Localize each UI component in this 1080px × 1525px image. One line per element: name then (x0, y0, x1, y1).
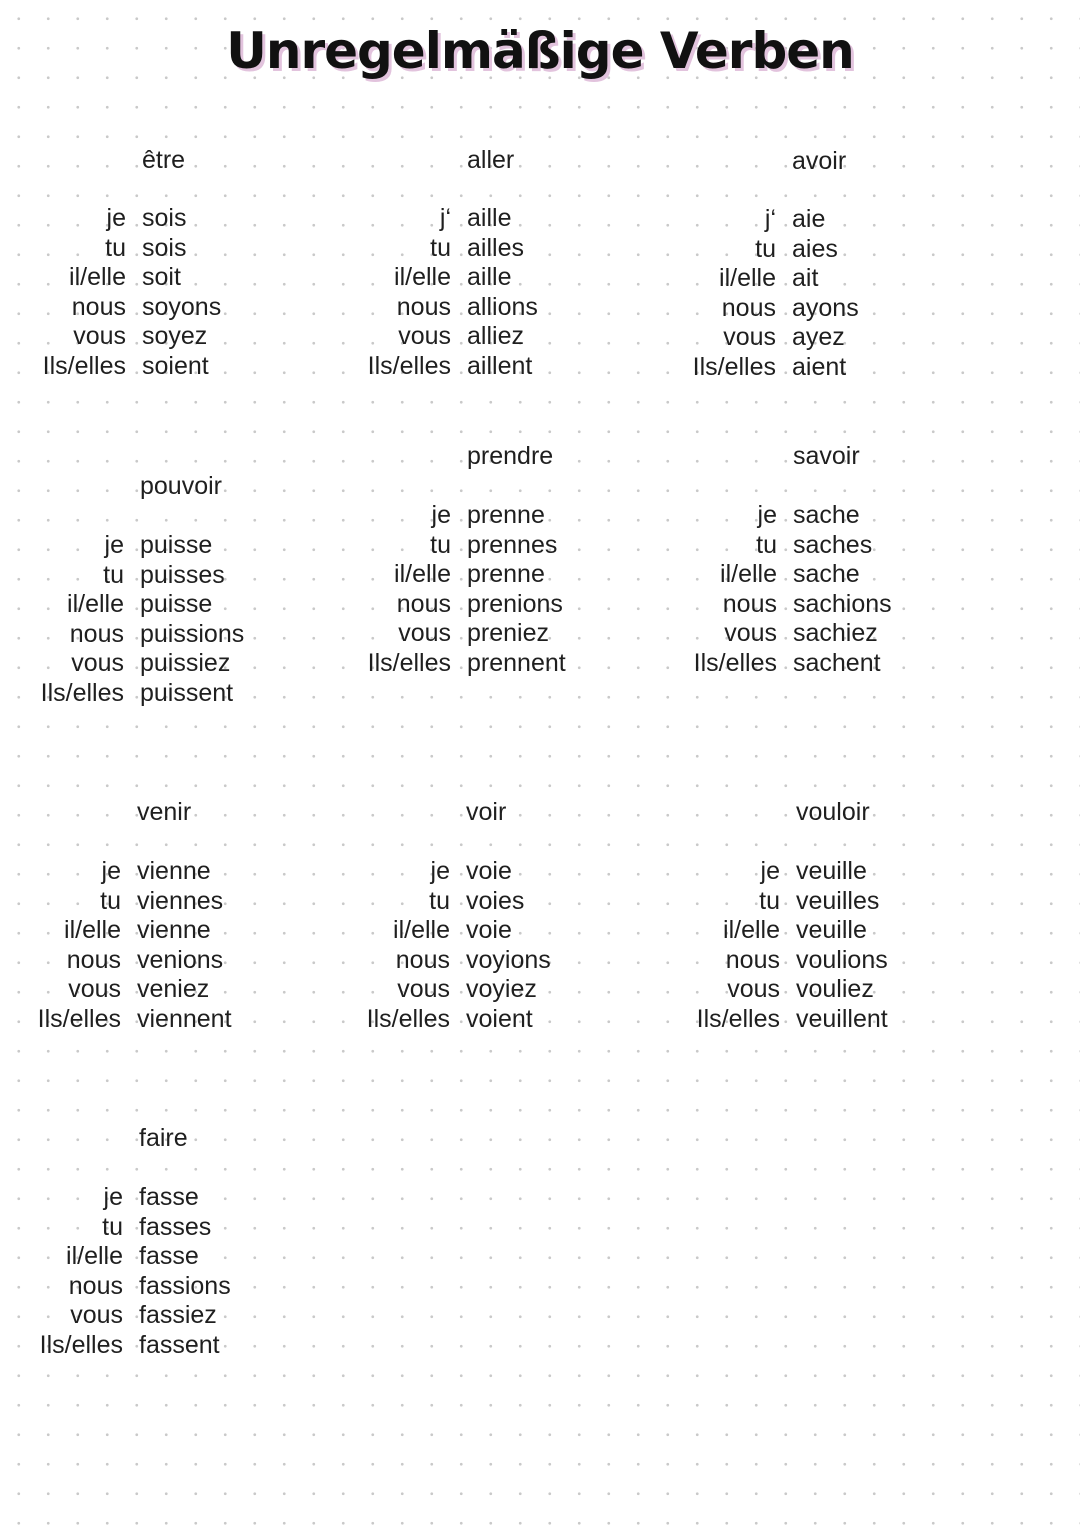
pronoun: vous (398, 322, 451, 351)
pronoun: nous (71, 292, 126, 321)
conjugation-row (0, 323, 1080, 353)
conjugation-row (0, 1213, 1080, 1243)
conjugation-row (0, 946, 1080, 976)
pronoun: Ils/elles (692, 352, 776, 381)
pronoun: vous (397, 975, 450, 1004)
pronoun: tu (100, 886, 121, 915)
pronoun: je (104, 531, 124, 559)
pronoun: vous (73, 322, 126, 351)
pronoun: tu (430, 233, 451, 262)
verb-form: viennes (137, 886, 224, 915)
verb-form: aille (467, 204, 512, 232)
conjugation-row (0, 649, 1080, 679)
pronoun: je (757, 501, 777, 529)
pronoun: il/elle (394, 263, 451, 292)
conjugation-table (0, 1183, 1080, 1361)
verb-form: voulions (796, 945, 888, 974)
conjugation-row (0, 353, 1080, 383)
verb-form: sois (142, 204, 187, 232)
verb-infinitive: venir (137, 798, 192, 826)
verb-infinitive: être (142, 146, 186, 174)
verb-form: fassent (139, 1330, 220, 1359)
verb-infinitive: pouvoir (140, 472, 222, 500)
pronoun: vous (398, 619, 451, 648)
verb-form: alliez (467, 322, 524, 351)
verb-form: voient (466, 1004, 533, 1033)
pronoun: il/elle (394, 560, 451, 589)
pronoun: tu (756, 530, 777, 559)
verb-infinitive: prendre (467, 442, 554, 470)
conjugation-row (0, 1331, 1080, 1361)
verb-form: aillent (467, 351, 533, 380)
pronoun: nous (722, 589, 777, 618)
verb-form: aille (467, 263, 512, 292)
conjugation-table (0, 501, 1080, 679)
verb-form: sachent (793, 648, 881, 677)
pronoun: Ils/elles (40, 678, 124, 707)
pronoun: nous (66, 945, 121, 974)
conjugation-row (0, 887, 1080, 917)
conjugation-row (0, 531, 1080, 561)
verb-form: prenions (467, 589, 563, 618)
verb-infinitive: aller (467, 146, 515, 174)
conjugation-row (0, 1005, 1080, 1035)
pronoun: nous (395, 945, 450, 974)
verb-form: venions (137, 945, 224, 974)
verb-form: veuille (796, 857, 867, 885)
verb-form: soyons (142, 292, 222, 321)
verb-form: saches (793, 530, 873, 559)
verb-form: puisse (140, 531, 213, 559)
conjugation-row (0, 560, 1080, 590)
pronoun: Ils/elles (37, 1004, 121, 1033)
pronoun: nous (396, 292, 451, 321)
verb-form: voyiez (466, 975, 537, 1004)
verb-form: ayez (792, 323, 845, 352)
verb-form: puissent (140, 678, 234, 707)
pronoun: vous (70, 1301, 123, 1330)
verb-form: vienne (137, 857, 211, 885)
pronoun: Ils/elles (366, 1004, 450, 1033)
pronoun: il/elle (393, 916, 450, 945)
verb-form: sache (793, 501, 860, 529)
verb-form: vienne (137, 916, 211, 945)
pronoun: j‘ (439, 204, 451, 232)
verb-infinitive: savoir (793, 442, 860, 470)
conjugation-row (0, 1183, 1080, 1213)
pronoun: vous (68, 975, 121, 1004)
pronoun: Ils/elles (693, 648, 777, 677)
verb-form: sachiez (793, 619, 878, 648)
conjugation-row (0, 679, 1080, 709)
pronoun: Ils/elles (696, 1004, 780, 1033)
pronoun: il/elle (69, 263, 126, 292)
pronoun: tu (102, 1212, 123, 1241)
pronoun: vous (727, 975, 780, 1004)
verb-form: viennent (137, 1004, 232, 1033)
verb-form: sachions (793, 589, 892, 618)
verb-form: fasse (139, 1183, 199, 1211)
conjugation-row (0, 590, 1080, 620)
verb-form: fassiez (139, 1301, 217, 1330)
conjugation-row (0, 857, 1080, 887)
pronoun: il/elle (66, 1242, 123, 1271)
verb-infinitive: avoir (792, 147, 847, 175)
verb-infinitive: voir (466, 798, 507, 826)
verb-form: sois (142, 233, 187, 262)
verb-form: prennes (467, 530, 558, 559)
verb-form: vouliez (796, 975, 874, 1004)
pronoun: nous (68, 1271, 123, 1300)
verb-form: fasse (139, 1242, 199, 1271)
verb-form: allions (467, 292, 538, 321)
verb-form: puisse (140, 590, 213, 619)
pronoun: il/elle (723, 916, 780, 945)
verb-form: preniez (467, 619, 549, 648)
verb-form: voyions (466, 945, 551, 974)
conjugation-row (0, 1301, 1080, 1331)
verb-form: voie (466, 857, 512, 885)
pronoun: vous (723, 323, 776, 352)
pronoun: je (430, 857, 450, 885)
verb-form: veuilles (796, 886, 880, 915)
verb-form: prennent (467, 648, 566, 677)
pronoun: il/elle (64, 916, 121, 945)
verb-infinitive: faire (139, 1124, 188, 1152)
pronoun: tu (430, 530, 451, 559)
pronoun: Ils/elles (39, 1330, 123, 1359)
conjugation-row (0, 264, 1080, 294)
pronoun: tu (755, 234, 776, 263)
conjugation-row (0, 294, 1080, 324)
conjugation-row (0, 975, 1080, 1005)
pronoun: il/elle (67, 590, 124, 619)
verb-form: sache (793, 560, 860, 589)
verb-form: soit (142, 263, 181, 292)
pronoun: nous (721, 293, 776, 322)
conjugation-row (0, 1272, 1080, 1302)
verb-form: veniez (137, 975, 210, 1004)
pronoun: je (101, 857, 121, 885)
pronoun: vous (724, 619, 777, 648)
conjugation-row (0, 619, 1080, 649)
conjugation-table (0, 205, 1080, 383)
verb-form: ailles (467, 233, 524, 262)
verb-form: prenne (467, 560, 545, 589)
pronoun: Ils/elles (367, 351, 451, 380)
pronoun: tu (103, 560, 124, 589)
verb-form: puissiez (140, 649, 231, 678)
pronoun: je (106, 204, 126, 232)
verb-form: fassions (139, 1271, 231, 1300)
conjugation-row (0, 1242, 1080, 1272)
pronoun: tu (105, 233, 126, 262)
pronoun: Ils/elles (42, 351, 126, 380)
verb-form: aie (792, 205, 826, 233)
pronoun: j‘ (764, 205, 776, 233)
verb-form: aient (792, 352, 847, 381)
conjugation-row (0, 235, 1080, 265)
pronoun: tu (429, 886, 450, 915)
verb-form: puissions (140, 619, 245, 648)
pronoun: vous (71, 649, 124, 678)
verb-form: aies (792, 234, 838, 263)
verb-form: voie (466, 916, 512, 945)
verb-form: veuillent (796, 1004, 888, 1033)
pronoun: je (103, 1183, 123, 1211)
verb-form: soient (142, 351, 209, 380)
conjugation-table (0, 857, 1080, 1035)
verb-form: puisses (140, 560, 225, 589)
verb-infinitive: vouloir (796, 798, 870, 826)
verb-form: ayons (792, 293, 859, 322)
conjugation-row (0, 501, 1080, 531)
verb-form: veuille (796, 916, 867, 945)
conjugation-row (0, 205, 1080, 235)
pronoun: nous (396, 589, 451, 618)
pronoun: je (431, 501, 451, 529)
verb-form: prenne (467, 501, 545, 529)
page-title: Unregelmäßige Verben (226, 22, 854, 80)
pronoun: je (760, 857, 780, 885)
verb-form: soyez (142, 322, 208, 351)
pronoun: nous (725, 945, 780, 974)
pronoun: tu (759, 886, 780, 915)
pronoun: Ils/elles (367, 648, 451, 677)
verb-form: ait (792, 264, 819, 293)
conjugation-row (0, 916, 1080, 946)
pronoun: il/elle (720, 560, 777, 589)
verb-form: voies (466, 886, 525, 915)
pronoun: nous (69, 619, 124, 648)
verb-form: fasses (139, 1212, 212, 1241)
pronoun: il/elle (719, 264, 776, 293)
